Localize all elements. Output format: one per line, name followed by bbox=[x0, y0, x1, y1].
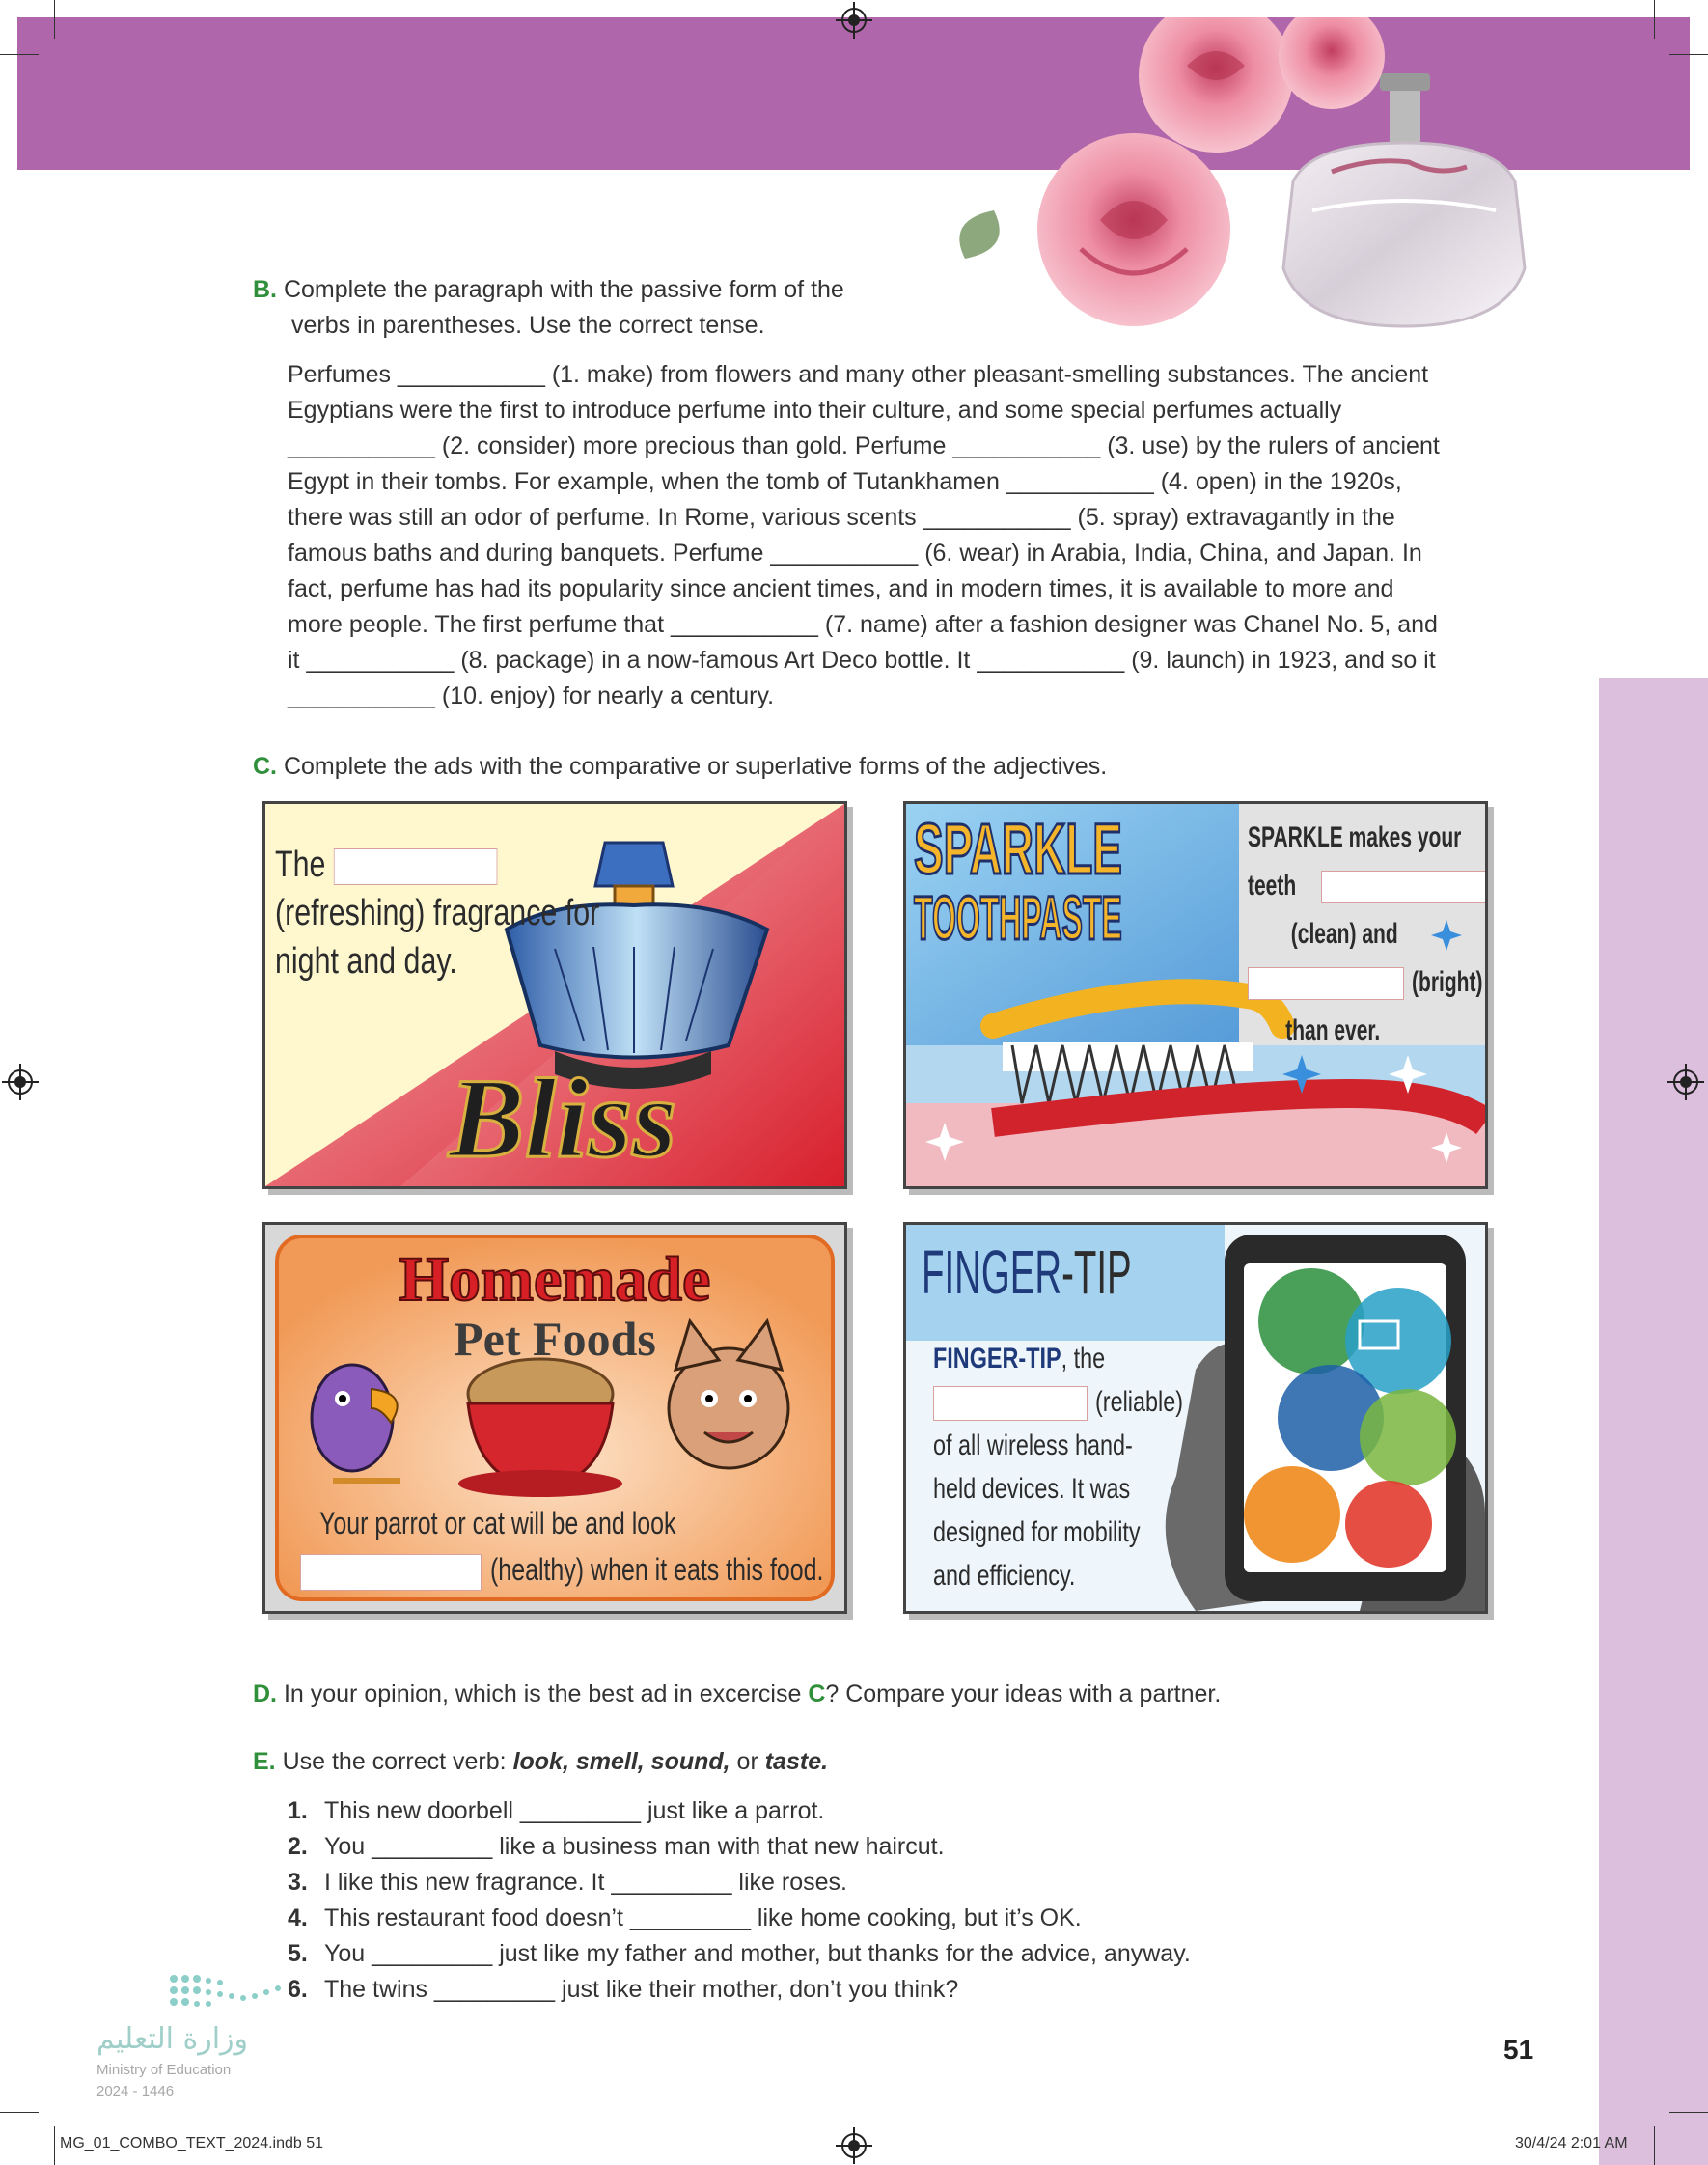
ministry-english-name: Ministry of Education bbox=[96, 2062, 232, 2078]
exercise-e-list bbox=[288, 1793, 1191, 2008]
section-e-instruction bbox=[253, 1744, 828, 1780]
item-text: This new doorbell _________ just like a parrot. bbox=[324, 1797, 825, 1824]
pet-foods-copy bbox=[300, 1547, 847, 1592]
paragraph-line: ___________ (10. enjoy) for nearly a century. bbox=[288, 682, 775, 709]
list-item bbox=[288, 1793, 1191, 1829]
crop-mark bbox=[54, 0, 55, 39]
finger-tip-line: (reliable) bbox=[1095, 1386, 1184, 1418]
answer-blank[interactable] bbox=[1248, 967, 1404, 1000]
sparkle-line: (bright) bbox=[1412, 966, 1483, 998]
exercise-reference: C bbox=[808, 1680, 826, 1707]
answer-blank[interactable] bbox=[334, 848, 498, 885]
instruction-text: or bbox=[730, 1748, 765, 1775]
list-item bbox=[288, 1865, 1191, 1901]
sparkle-line: teeth bbox=[1248, 870, 1297, 902]
paragraph-line: Perfumes ___________ (1. make) from flowers and many other pleasant-smelling substances. The ancient bbox=[288, 361, 1429, 388]
paragraph-line: Egyptians were the first to introduce perfume into their culture, and some special perfumes actually bbox=[288, 397, 1342, 424]
crop-mark bbox=[1654, 2126, 1655, 2165]
pet-foods-line: (healthy) when it eats this food. bbox=[489, 1552, 824, 1587]
sparkle-subtitle: TOOTHPASTE bbox=[914, 883, 1122, 953]
sparkle-copy bbox=[1248, 814, 1483, 1055]
item-text: You _________ just like my father and mother, but thanks for the advice, anyway. bbox=[324, 1940, 1191, 1967]
instruction-line: Complete the paragraph with the passive form of the bbox=[283, 276, 844, 303]
crop-mark bbox=[1669, 54, 1708, 55]
page-number: 51 bbox=[1503, 2035, 1534, 2065]
perfume-paragraph bbox=[288, 357, 1503, 714]
paragraph-line: famous baths and during banquets. Perfume ___________ (6. wear) in Arabia, India, China, and Japan. In bbox=[288, 540, 1422, 567]
finger-tip-line: held devices. It was bbox=[933, 1473, 1131, 1505]
item-number: 2. bbox=[288, 1833, 308, 1860]
item-number: 5. bbox=[288, 1940, 308, 1967]
finger-tip-line: FINGER-TIP bbox=[933, 1343, 1061, 1374]
ad-bliss bbox=[262, 801, 847, 1189]
item-text: I like this new fragrance. It _________ like roses. bbox=[324, 1869, 847, 1896]
section-letter: B. bbox=[253, 276, 277, 303]
finger-tip-copy bbox=[933, 1337, 1223, 1597]
section-b-instruction bbox=[253, 272, 844, 308]
list-item bbox=[288, 1829, 1191, 1865]
crop-mark bbox=[1654, 0, 1655, 39]
paragraph-line: fact, perfume has had its popularity since ancient times, and in modern times, it is available to more and bbox=[288, 575, 1394, 602]
section-b-instruction-cont: verbs in parentheses. Use the correct tense. bbox=[291, 312, 765, 339]
paragraph-line: Egypt in their tombs. For example, when the tomb of Tutankhamen ___________ (4. open) in the 1920s, bbox=[288, 468, 1402, 495]
instruction-text: Use the correct verb: bbox=[282, 1748, 513, 1775]
ad-sparkle bbox=[903, 801, 1488, 1189]
instruction-line: Complete the ads with the comparative or superlative forms of the adjectives. bbox=[283, 753, 1108, 780]
finger-tip-title bbox=[922, 1238, 1132, 1306]
footer-date: 30/4/24 2:01 AM bbox=[1515, 2135, 1628, 2151]
pet-foods-subtitle: Pet Foods bbox=[454, 1312, 656, 1366]
paragraph-line: more people. The first perfume that ___________ (7. name) after a fashion designer was Chanel No. 5, and bbox=[288, 611, 1438, 638]
roses-perfume-illustration bbox=[926, 17, 1563, 346]
section-c-instruction bbox=[253, 749, 1107, 785]
item-text: The twins _________ just like their mother, don’t you think? bbox=[324, 1976, 959, 2003]
bliss-line: The bbox=[275, 845, 326, 885]
item-number: 4. bbox=[288, 1904, 308, 1931]
sparkle-line: SPARKLE makes your bbox=[1248, 821, 1462, 853]
crop-mark bbox=[0, 2112, 39, 2113]
instruction-text: ? Compare your ideas with a partner. bbox=[825, 1680, 1222, 1707]
registration-mark bbox=[841, 2133, 867, 2158]
registration-mark bbox=[8, 1069, 33, 1095]
paragraph-line: it ___________ (8. package) in a now-famous Art Deco bottle. It ___________ (9. launch) in 1923, and so it bbox=[288, 647, 1436, 674]
pet-foods-line: Your parrot or cat will be and look bbox=[319, 1506, 676, 1540]
footer-file-slug: MG_01_COMBO_TEXT_2024.indb 51 bbox=[60, 2135, 324, 2151]
crop-mark bbox=[0, 54, 39, 55]
finger-tip-line: designed for mobility bbox=[933, 1516, 1141, 1548]
item-number: 6. bbox=[288, 1976, 308, 2003]
item-number: 1. bbox=[288, 1797, 308, 1824]
item-text: You _________ like a business man with that new haircut. bbox=[324, 1833, 945, 1860]
crop-mark bbox=[1669, 2112, 1708, 2113]
answer-blank[interactable] bbox=[300, 1554, 482, 1591]
section-letter: E. bbox=[253, 1748, 276, 1775]
section-letter: C. bbox=[253, 753, 277, 780]
registration-mark bbox=[1673, 1069, 1698, 1095]
finger-tip-title-suffix: -TIP bbox=[1061, 1237, 1132, 1307]
item-text: This restaurant food doesn’t _________ like home cooking, but it’s OK. bbox=[324, 1904, 1082, 1931]
sparkle-line: than ever. bbox=[1285, 1014, 1381, 1046]
ministry-years: 2024 - 1446 bbox=[96, 2083, 175, 2099]
ministry-logo-dots-icon bbox=[164, 1969, 318, 2017]
list-item bbox=[288, 1936, 1191, 1972]
bliss-copy bbox=[275, 841, 599, 985]
paragraph-line: ___________ (2. consider) more precious than gold. Perfume ___________ (3. use) by the rulers of ancient bbox=[288, 432, 1440, 459]
bliss-brand: Bliss bbox=[449, 1055, 677, 1181]
answer-blank[interactable] bbox=[1321, 871, 1487, 903]
section-d-instruction bbox=[253, 1677, 1221, 1712]
finger-tip-line: and efficiency. bbox=[933, 1560, 1076, 1592]
crop-mark bbox=[54, 2126, 55, 2165]
item-number: 3. bbox=[288, 1869, 308, 1896]
sparkle-title: SPARKLE bbox=[914, 809, 1122, 889]
side-tab bbox=[1599, 678, 1708, 2165]
finger-tip-line: , the bbox=[1061, 1343, 1106, 1374]
registration-mark bbox=[841, 8, 867, 33]
instruction-text: In your opinion, which is the best ad in excercise bbox=[283, 1680, 809, 1707]
paragraph-line: there was still an odor of perfume. In Rome, various scents ___________ (5. spray) extravagantly in the bbox=[288, 504, 1395, 531]
bliss-line: night and day. bbox=[275, 941, 457, 982]
list-item bbox=[288, 1901, 1191, 1936]
ad-finger-tip bbox=[903, 1222, 1488, 1614]
ad-pet-foods bbox=[262, 1222, 847, 1614]
pet-foods-title: Homemade bbox=[399, 1244, 711, 1315]
finger-tip-line: of all wireless hand- bbox=[933, 1429, 1133, 1461]
verb-options: look, smell, sound, bbox=[512, 1748, 730, 1775]
list-item bbox=[288, 1972, 1191, 2008]
ministry-arabic-name: وزارة التعليم bbox=[96, 2022, 249, 2056]
section-letter: D. bbox=[253, 1680, 277, 1707]
finger-tip-title-main: FINGER bbox=[922, 1237, 1062, 1307]
verb-option-last: taste. bbox=[764, 1748, 829, 1775]
bliss-line: (refreshing) fragrance for bbox=[275, 893, 600, 933]
sparkle-line: (clean) and bbox=[1290, 918, 1398, 950]
answer-blank[interactable] bbox=[933, 1386, 1088, 1421]
